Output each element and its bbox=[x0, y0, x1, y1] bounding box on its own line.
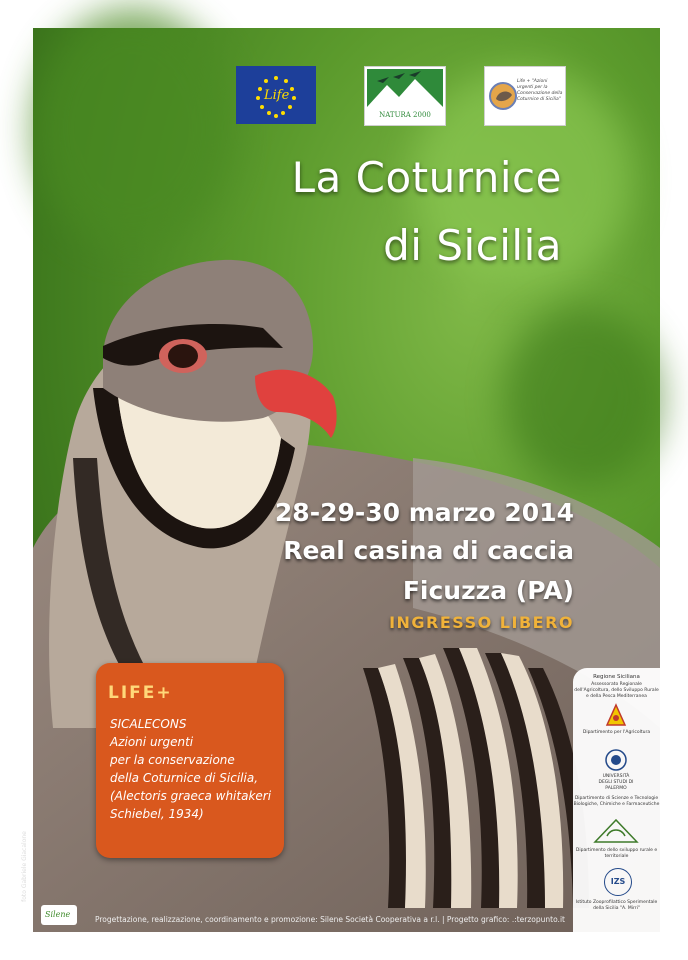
university-name: UNIVERSITÀ DEGLI STUDI DI PALERMO bbox=[598, 774, 634, 791]
trinacria-icon bbox=[606, 704, 626, 726]
izs-name: Istituto Zooprofilattico Sperimentale della Sicilia "A. Mirri" bbox=[575, 900, 658, 911]
life-line: Azioni urgenti bbox=[110, 735, 194, 749]
event-date: 28-29-30 marzo 2014 bbox=[274, 498, 574, 527]
assessorato-name: Assessorato Regionale dell'Agricoltura, dello Sviluppo Rurale e della Pesca Mediterranea bbox=[574, 682, 659, 699]
production-credit: Progettazione, realizzazione, coordinamento e promozione: Silene Società Cooperativa a r.l. | Progetto grafico: .:terzopunto.it bbox=[95, 915, 565, 924]
life-project-label: Life + "Azioni urgenti per la Conservazione della Coturnice di Sicilia" bbox=[517, 79, 563, 102]
free-entry: INGRESSO LIBERO bbox=[389, 613, 574, 632]
university-seal-icon bbox=[604, 748, 628, 772]
dept-agricoltura: Dipartimento per l'Agricoltura bbox=[582, 730, 651, 735]
life-project-logo bbox=[484, 66, 566, 126]
dept-sviluppo: Dipartimento dello sviluppo rurale e territoriale bbox=[575, 848, 658, 859]
silene-logo bbox=[41, 905, 77, 925]
region-name: Regione Siciliana bbox=[593, 674, 640, 680]
life-line: Schiebel, 1934) bbox=[110, 807, 204, 821]
title-line-2: di Sicilia bbox=[383, 221, 562, 270]
life-heading: LIFE+ bbox=[108, 683, 173, 703]
event-town: Ficuzza (PA) bbox=[402, 576, 574, 605]
life-line: (Alectoris graeca whitakeri bbox=[110, 789, 272, 803]
silene-label: Silene bbox=[45, 910, 71, 919]
izs-label: IZS bbox=[610, 877, 626, 886]
eu-life-logo bbox=[236, 66, 316, 124]
coturnice-emblem-icon bbox=[488, 81, 518, 111]
life-line: SICALECONS bbox=[110, 717, 187, 731]
life-project-box bbox=[96, 663, 284, 858]
rural-development-icon bbox=[593, 818, 639, 844]
izs-logo bbox=[604, 868, 632, 896]
partner-sidebar bbox=[573, 668, 660, 932]
title-line-1: La Coturnice bbox=[291, 153, 562, 202]
natura2000-logo bbox=[364, 66, 446, 126]
dept-scienze: Dipartimento di Scienze e Tecnologie Biologiche, Chimiche e Farmaceutiche bbox=[573, 796, 660, 807]
natura2000-label: NATURA 2000 bbox=[379, 111, 431, 119]
life-line: per la conservazione bbox=[110, 753, 235, 767]
natura2000-icon bbox=[365, 67, 445, 111]
event-venue: Real casina di caccia bbox=[283, 536, 574, 565]
eu-life-label: Life bbox=[264, 88, 290, 103]
poster bbox=[20, 28, 660, 932]
photo-credit: foto Gabriele Giacalone bbox=[20, 831, 28, 902]
life-line: della Coturnice di Sicilia, bbox=[110, 771, 259, 785]
